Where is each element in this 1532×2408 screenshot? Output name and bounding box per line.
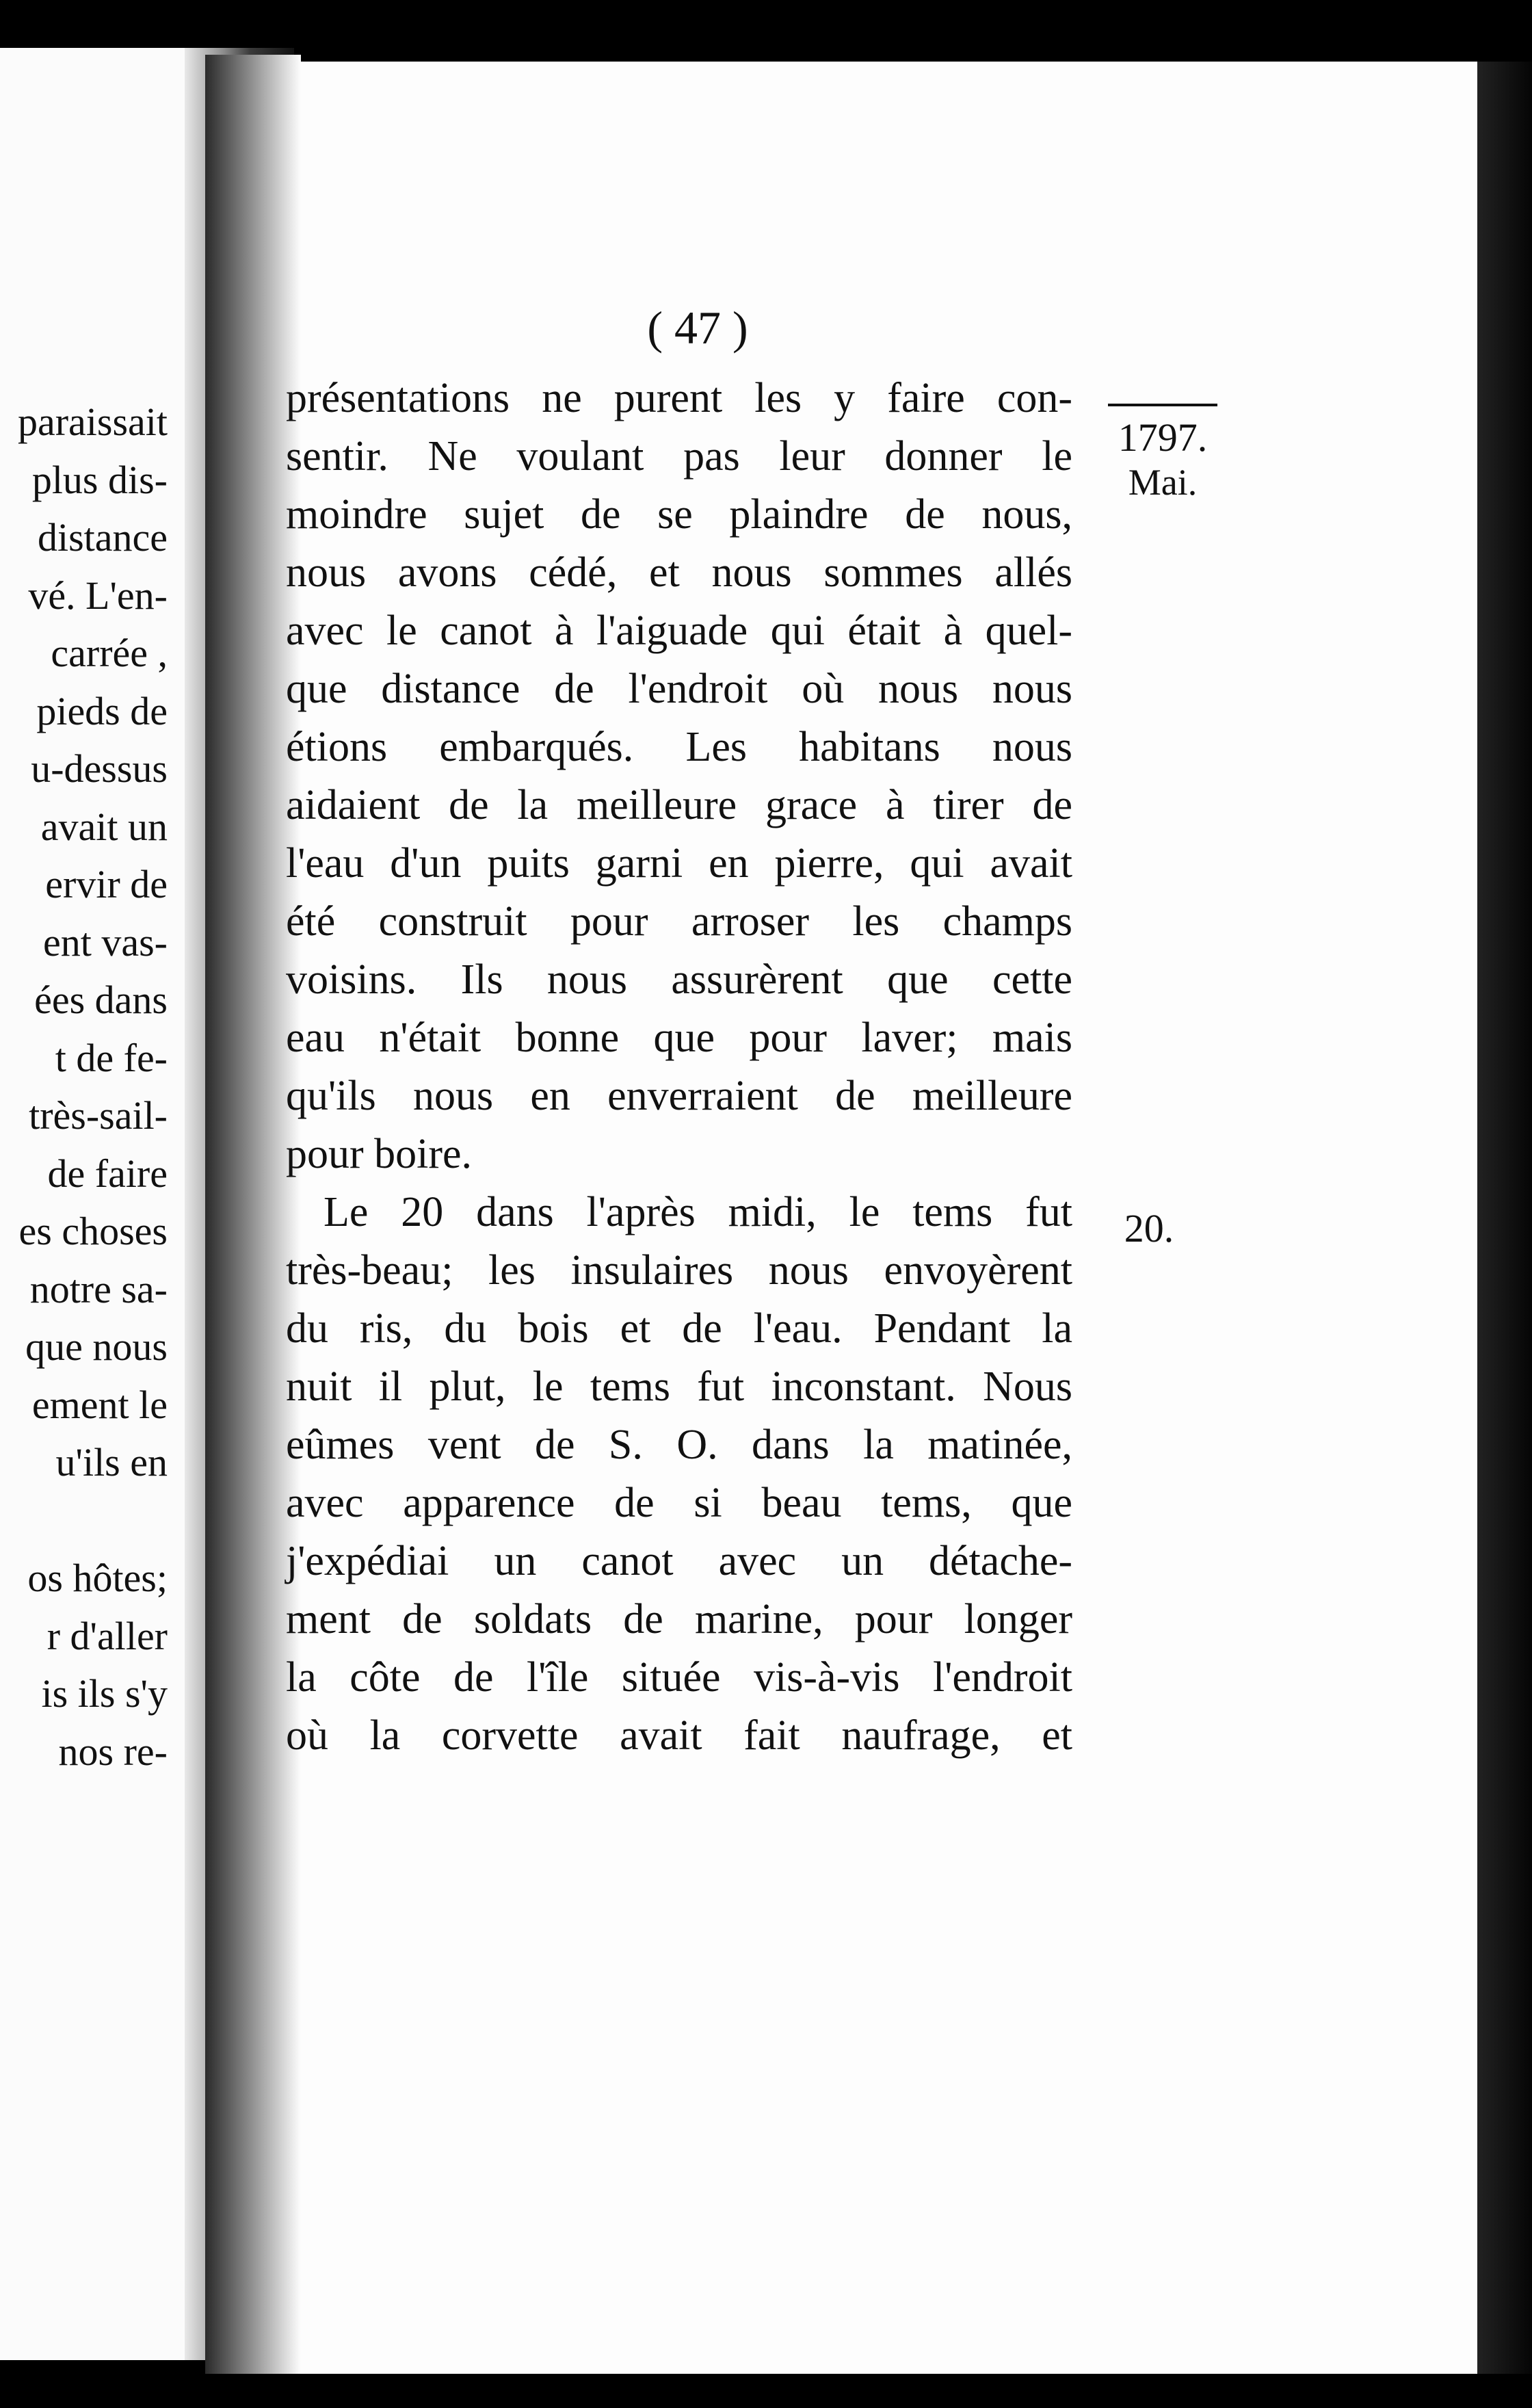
text-line: eûmes vent de S. O. dans la matinée, (286, 1422, 1072, 1468)
previous-page-line: ent vas- (43, 919, 168, 965)
previous-page-line: vé. L'en- (28, 573, 168, 618)
margin-year-note: 1797. (1118, 415, 1208, 460)
paragraph-end-line: pour boire. (286, 1131, 473, 1177)
previous-page-line: de faire (47, 1151, 168, 1196)
previous-page-line: distance (37, 515, 168, 560)
margin-month-note: Mai. (1128, 462, 1198, 503)
text-line: présentations ne purent les y faire con- (286, 375, 1072, 421)
previous-page-line: très-sail- (29, 1093, 168, 1138)
text-line: où la corvette avait fait naufrage, et (286, 1712, 1072, 1759)
page-edge (1477, 62, 1532, 2374)
previous-page-line: is ils s'y (41, 1671, 168, 1716)
text-line: voisins. Ils nous assurèrent que cette (286, 956, 1072, 1003)
previous-page-line: ées dans (34, 978, 168, 1022)
text-line: moindre sujet de se plaindre de nous, (286, 491, 1072, 538)
text-line: très-beau; les insulaires nous envoyèrent (286, 1247, 1072, 1294)
previous-page-line: os hôtes; (27, 1556, 168, 1600)
text-line: j'expédiai un canot avec un détache- (286, 1538, 1072, 1584)
previous-page-line: nos re- (58, 1729, 168, 1774)
page-number: ( 47 ) (647, 302, 748, 354)
text-line: avec apparence de si beau tems, que (286, 1480, 1072, 1526)
previous-page-line: ement le (31, 1382, 168, 1427)
body-text (286, 369, 1072, 1765)
text-line: eau n'était bonne que pour laver; mais (286, 1015, 1072, 1061)
previous-page-line: paraissait (17, 400, 168, 444)
previous-page-text (0, 393, 168, 1781)
previous-page-line: avait un (40, 804, 168, 849)
text-line: nous avons cédé, et nous sommes allés (286, 549, 1072, 596)
text-line: l'eau d'un puits garni en pierre, qui avait (286, 840, 1072, 887)
text-line: la côte de l'île située vis-à-vis l'endroit (286, 1654, 1072, 1701)
previous-page-line: ervir de (45, 862, 168, 906)
previous-page-line: que nous (25, 1324, 168, 1369)
text-line: que distance de l'endroit où nous nous (286, 666, 1072, 712)
text-line: sentir. Ne voulant pas leur donner le (286, 433, 1072, 480)
previous-page-line: notre sa- (29, 1266, 168, 1311)
text-line: étions embarqués. Les habitans nous (286, 724, 1072, 770)
margin-day-note: 20. (1124, 1206, 1174, 1251)
text-line: nuit il plut, le tems fut inconstant. Nous (286, 1363, 1072, 1410)
text-line: aidaient de la meilleure grace à tirer de (286, 782, 1072, 828)
previous-page-line: u-dessus (31, 746, 168, 791)
text-line: ment de soldats de marine, pour longer (286, 1596, 1072, 1643)
previous-page-line: plus dis- (31, 457, 168, 502)
text-line: du ris, du bois et de l'eau. Pendant la (286, 1305, 1072, 1352)
text-line: qu'ils nous en enverraient de meilleure (286, 1073, 1072, 1119)
previous-page-line: es choses (18, 1209, 168, 1253)
previous-page-line (0, 1492, 168, 1550)
text-line: avec le canot à l'aiguade qui était à quel- (286, 607, 1072, 654)
previous-page-line: r d'aller (47, 1613, 168, 1658)
paragraph-start-line: Le 20 dans l'après midi, le tems fut (323, 1189, 1072, 1235)
previous-page-line: u'ils en (55, 1440, 168, 1484)
text-line: été construit pour arroser les champs (286, 898, 1072, 945)
margin-rule (1108, 404, 1217, 406)
previous-page-line: carrée , (51, 631, 168, 675)
previous-page-line: t de fe- (55, 1035, 168, 1080)
previous-page-line: pieds de (36, 688, 168, 733)
